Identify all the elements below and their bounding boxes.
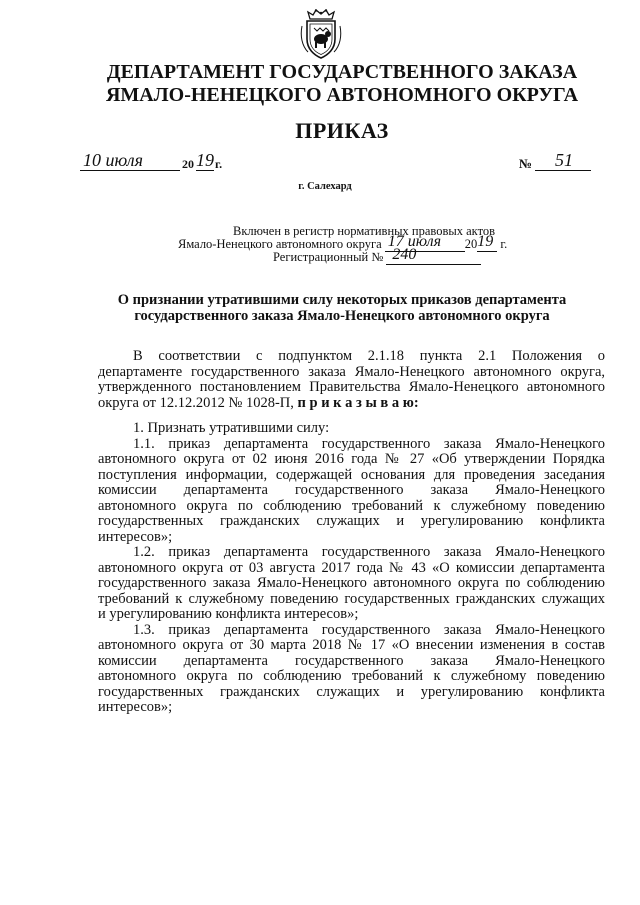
text-line: и урегулированию конфликта интересов»; bbox=[98, 606, 359, 622]
issue-date-row bbox=[0, 150, 640, 174]
text-line: комиссии департамента государственного заказа Ямало-Ненецкого bbox=[98, 482, 605, 498]
text-line: государственных гражданских служащих и урегулированию конфликта bbox=[98, 683, 605, 700]
issue-number-handwritten: 51 bbox=[555, 150, 573, 170]
text-line: В соответствии с подпунктом 2.1.18 пункта 2.1 Положения о bbox=[133, 348, 605, 364]
number-sign: № bbox=[519, 156, 533, 171]
issue-number-field bbox=[535, 150, 591, 171]
text-line: департаменте государственного заказа Ямало-Ненецкого автономного округа, bbox=[98, 363, 605, 380]
registration-line3 bbox=[273, 246, 481, 265]
preamble-paragraph bbox=[98, 349, 605, 411]
issue-year-handwritten: 19 bbox=[196, 150, 214, 170]
text-line: требований к служебному поведению государственных гражданских служащих bbox=[98, 590, 605, 607]
order-word: п р и к а з ы в а ю: bbox=[297, 394, 419, 411]
subitem-1-1 bbox=[98, 437, 605, 546]
registration-year-field bbox=[477, 233, 497, 252]
document-type: ПРИКАЗ bbox=[295, 118, 389, 143]
registration-number-label: Регистрационный № bbox=[273, 250, 384, 264]
registration-region: Ямало-Ненецкого автономного округа bbox=[178, 237, 382, 251]
registration-year-handwritten: 19 bbox=[477, 233, 494, 250]
text-line: автономного округа по соблюдению требований к служебному поведению bbox=[98, 668, 605, 684]
text-line: государственных гражданских служащих и урегулированию конфликта bbox=[98, 513, 605, 529]
text-line: автономного округа от 02 июня 2016 года № 27 «Об утверждении Порядка bbox=[98, 451, 605, 467]
city-name: г. Салехард bbox=[298, 181, 352, 192]
text-line: автономного округа от 03 августа 2017 года № 43 «О комиссии департамента bbox=[98, 559, 605, 576]
order-title-line1: О признании утратившими силу некоторых приказов департамента bbox=[117, 292, 567, 308]
org-name-line2: ЯМАЛО-НЕНЕЦКОГО АВТОНОМНОГО ОКРУГА bbox=[105, 84, 579, 106]
text-line: автономного округа по соблюдению требований к служебному поведению bbox=[98, 497, 605, 514]
subitem-1-3 bbox=[98, 623, 605, 716]
registration-date-handwritten: 17 июля bbox=[387, 233, 442, 250]
issue-year-unit: г. bbox=[215, 157, 223, 171]
text-line: интересов»; bbox=[98, 699, 173, 715]
order-title-line2: государственного заказа Ямало-Ненецкого автономного округа bbox=[134, 308, 550, 324]
preamble-last-line: округа от 12.12.2012 № 1028-П, bbox=[98, 394, 294, 411]
issue-date-field bbox=[80, 150, 180, 171]
registration-number-field bbox=[386, 246, 481, 265]
text-line: 1.1. приказ департамента государственного заказа Ямало-Ненецкого bbox=[133, 435, 605, 452]
text-line bbox=[98, 396, 605, 412]
issue-date-handwritten: 10 июля bbox=[83, 150, 143, 170]
text-line: поступления информации, содержащей основания для проведения заседания bbox=[98, 466, 605, 483]
text-line: автономного округа от 30 марта 2018 № 17 «О внесении изменения в состав bbox=[98, 637, 605, 653]
org-name-line1: ДЕПАРТАМЕНТ ГОСУДАРСТВЕННОГО ЗАКАЗА bbox=[106, 61, 578, 83]
text-line: комиссии департамента государственного заказа Ямало-Ненецкого bbox=[98, 652, 605, 669]
registration-number-handwritten: 240 bbox=[392, 246, 417, 263]
issue-year-field bbox=[196, 150, 214, 171]
text-line: государственного заказа Ямало-Ненецкого автономного округа по соблюдению bbox=[98, 575, 605, 591]
text-line: утвержденного постановлением Правительства Ямало-Ненецкого автономного bbox=[98, 379, 605, 395]
text-line: 1.3. приказ департамента государственного заказа Ямало-Ненецкого bbox=[133, 621, 605, 638]
registration-line1: Включен в регистр нормативных правовых актов bbox=[233, 224, 496, 238]
order-items bbox=[98, 421, 605, 716]
registration-year-unit: г. bbox=[500, 237, 508, 251]
item-1: 1. Признать утратившими силу: bbox=[133, 420, 330, 436]
subitem-1-2 bbox=[98, 545, 605, 623]
registration-year-prefix: 20 bbox=[464, 237, 478, 251]
text-line: интересов»; bbox=[98, 528, 173, 545]
coat-of-arms-icon bbox=[298, 8, 344, 60]
text-line: 1.2. приказ департамента государственного заказа Ямало-Ненецкого bbox=[133, 544, 605, 560]
issue-year-prefix: 20 bbox=[182, 157, 194, 171]
